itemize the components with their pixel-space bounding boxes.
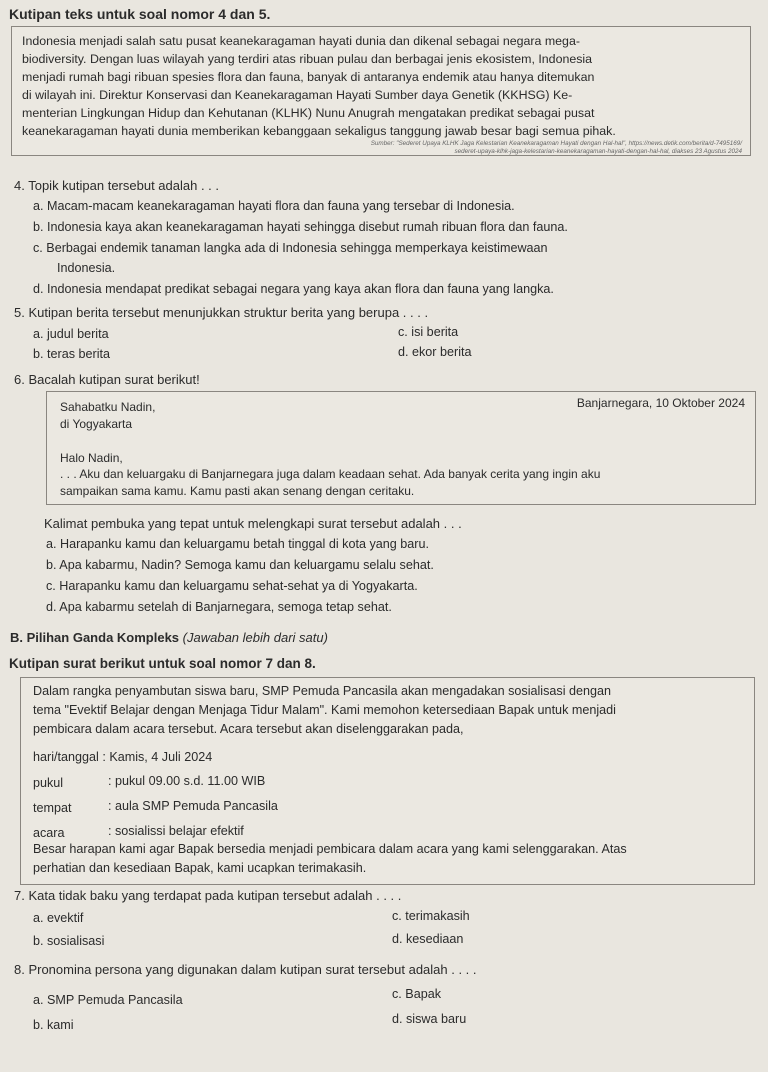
- passage2-event-value: : sosialissi belajar efektif: [108, 824, 244, 838]
- letter-recipient: Sahabatku Nadin,: [60, 400, 156, 414]
- letter-recipient-city: di Yogyakarta: [60, 417, 133, 431]
- passage2-time-label: pukul: [33, 776, 64, 790]
- passage2-event-label: acara: [33, 826, 65, 840]
- letter-body: sampaikan sama kamu. Kamu pasti akan senang dengan ceritaku.: [60, 484, 415, 498]
- passage2-line: pembicara dalam acara tersebut. Acara tersebut akan diselenggarakan pada,: [33, 722, 464, 736]
- question-5-stem: 5. Kutipan berita tersebut menunjukkan struktur berita yang berupa . . . .: [14, 305, 429, 320]
- passage1-line: menterian Lingkungan Hidup dan Kehutanan (KLHK) Nunu Anugrah mengatakan predikat sebagai pusat: [22, 106, 595, 120]
- letter-place-date: Banjarnegara, 10 Oktober 2024: [576, 396, 745, 410]
- q8-option-a[interactable]: a. SMP Pemuda Pancasila: [33, 993, 183, 1007]
- section-b-label: B. Pilihan Ganda Kompleks: [10, 630, 180, 645]
- q4-option-a[interactable]: a. Macam-macam keanekaragaman hayati flora dan fauna yang tersebar di Indonesia.: [33, 199, 515, 213]
- question-6-stem: 6. Bacalah kutipan surat berikut!: [14, 372, 200, 387]
- q5-option-d[interactable]: d. ekor berita: [398, 345, 472, 359]
- passage1-line: Indonesia menjadi salah satu pusat keanekaragaman hayati dunia dan dikenal sebagai negara mega-: [22, 34, 580, 48]
- q6-option-b[interactable]: b. Apa kabarmu, Nadin? Semoga kamu dan keluargamu selalu sehat.: [46, 558, 434, 572]
- passage2-line: perhatian dan kesediaan Bapak, kami ucapkan terimakasih.: [33, 861, 367, 875]
- passage2-place-label: tempat: [33, 801, 72, 815]
- q7-option-a[interactable]: a. evektif: [33, 911, 84, 925]
- q6-option-d[interactable]: d. Apa kabarmu setelah di Banjarnegara, semoga tetap sehat.: [46, 600, 392, 614]
- letter-greeting: Halo Nadin,: [60, 451, 123, 465]
- q6-option-a[interactable]: a. Harapanku kamu dan keluargamu betah tinggal di kota yang baru.: [46, 537, 429, 551]
- passage1-source: Sumber: "Sederet Upaya KLHK Jaga Kelestarian Keanekaragaman Hayati dengan Hal-hal", https://news.detik.com/berita/d-7495169/: [370, 140, 742, 147]
- passage1-source: sederet-upaya-klhk-jaga-kelestarian-keanekaragaman-hayati-dengan-hal-hal, diakses 23 Agustus 2024: [454, 148, 742, 155]
- q8-option-c[interactable]: c. Bapak: [392, 987, 442, 1001]
- q8-option-b[interactable]: b. kami: [33, 1018, 74, 1032]
- passage2-line: Besar harapan kami agar Bapak bersedia menjadi pembicara dalam acara yang kami selenggarakan. Atas: [33, 842, 627, 856]
- letter-box: [46, 391, 756, 505]
- question-8-stem: 8. Pronomina persona yang digunakan dalam kutipan surat tersebut adalah . . . .: [14, 962, 477, 977]
- letter-body: . . . Aku dan keluargaku di Banjarnegara juga dalam keadaan sehat. Ada banyak cerita yang ingin aku: [60, 467, 601, 481]
- q6-option-c[interactable]: c. Harapanku kamu dan keluargamu sehat-sehat ya di Yogyakarta.: [46, 579, 418, 593]
- question-6-prompt: Kalimat pembuka yang tepat untuk melengkapi surat tersebut adalah . . .: [44, 516, 462, 531]
- section-header-2: Kutipan surat berikut untuk soal nomor 7 dan 8.: [9, 656, 316, 671]
- q4-option-b[interactable]: b. Indonesia kaya akan keanekaragaman hayati sehingga disebut rumah ribuan flora dan fauna.: [33, 220, 568, 234]
- q8-option-d[interactable]: d. siswa baru: [392, 1012, 467, 1026]
- q4-option-c-cont: Indonesia.: [57, 261, 116, 275]
- passage1-line: keanekaragaman hayati dunia memberikan kebanggaan sekaligus tanggung jawab besar bagi semua pihak.: [22, 124, 616, 138]
- passage2-time-value: : pukul 09.00 s.d. 11.00 WIB: [108, 774, 266, 788]
- q7-option-c[interactable]: c. terimakasih: [392, 909, 470, 923]
- question-4-stem: 4. Topik kutipan tersebut adalah . . .: [14, 178, 220, 193]
- section-header: Kutipan teks untuk soal nomor 4 dan 5.: [9, 6, 271, 22]
- passage2-place-value: : aula SMP Pemuda Pancasila: [108, 799, 278, 813]
- passage2-line: tema "Evektif Belajar dengan Menjaga Tidur Malam". Kami memohon ketersediaan Bapak untuk menjadi: [33, 703, 616, 717]
- q5-option-a[interactable]: a. judul berita: [33, 327, 109, 341]
- q4-option-c[interactable]: c. Berbagai endemik tanaman langka ada di Indonesia sehingga memperkaya keistimewaan: [33, 241, 548, 255]
- q7-option-d[interactable]: d. kesediaan: [392, 932, 464, 946]
- q5-option-c[interactable]: c. isi berita: [398, 325, 459, 339]
- passage2-line: Dalam rangka penyambutan siswa baru, SMP Pemuda Pancasila akan mengadakan sosialisasi dengan: [33, 684, 612, 698]
- q7-option-b[interactable]: b. sosialisasi: [33, 934, 105, 948]
- passage1-line: menjadi rumah bagi ribuan spesies flora dan fauna, banyak di antaranya endemik atau hanya ditemukan: [22, 70, 595, 84]
- q5-option-b[interactable]: b. teras berita: [33, 347, 111, 361]
- passage-box-2: [20, 677, 755, 885]
- question-7-stem: 7. Kata tidak baku yang terdapat pada kutipan tersebut adalah . . . .: [14, 888, 402, 903]
- q4-option-d[interactable]: d. Indonesia mendapat predikat sebagai negara yang kaya akan flora dan fauna yang langka.: [33, 282, 554, 296]
- section-b-title: [10, 630, 328, 645]
- passage-box-1: [11, 26, 751, 156]
- section-b-note: (Jawaban lebih dari satu): [182, 630, 328, 645]
- passage2-date: hari/tanggal : Kamis, 4 Juli 2024: [33, 750, 213, 764]
- passage1-line: di wilayah ini. Direktur Konservasi dan Keanekaragaman Hayati Sumber daya Genetik (KKHSG) Ke-: [22, 88, 573, 102]
- passage1-line: biodiversity. Dengan luas wilayah yang terdiri atas ribuan pulau dan berbagai jenis ekosistem, Indonesia: [22, 52, 593, 66]
